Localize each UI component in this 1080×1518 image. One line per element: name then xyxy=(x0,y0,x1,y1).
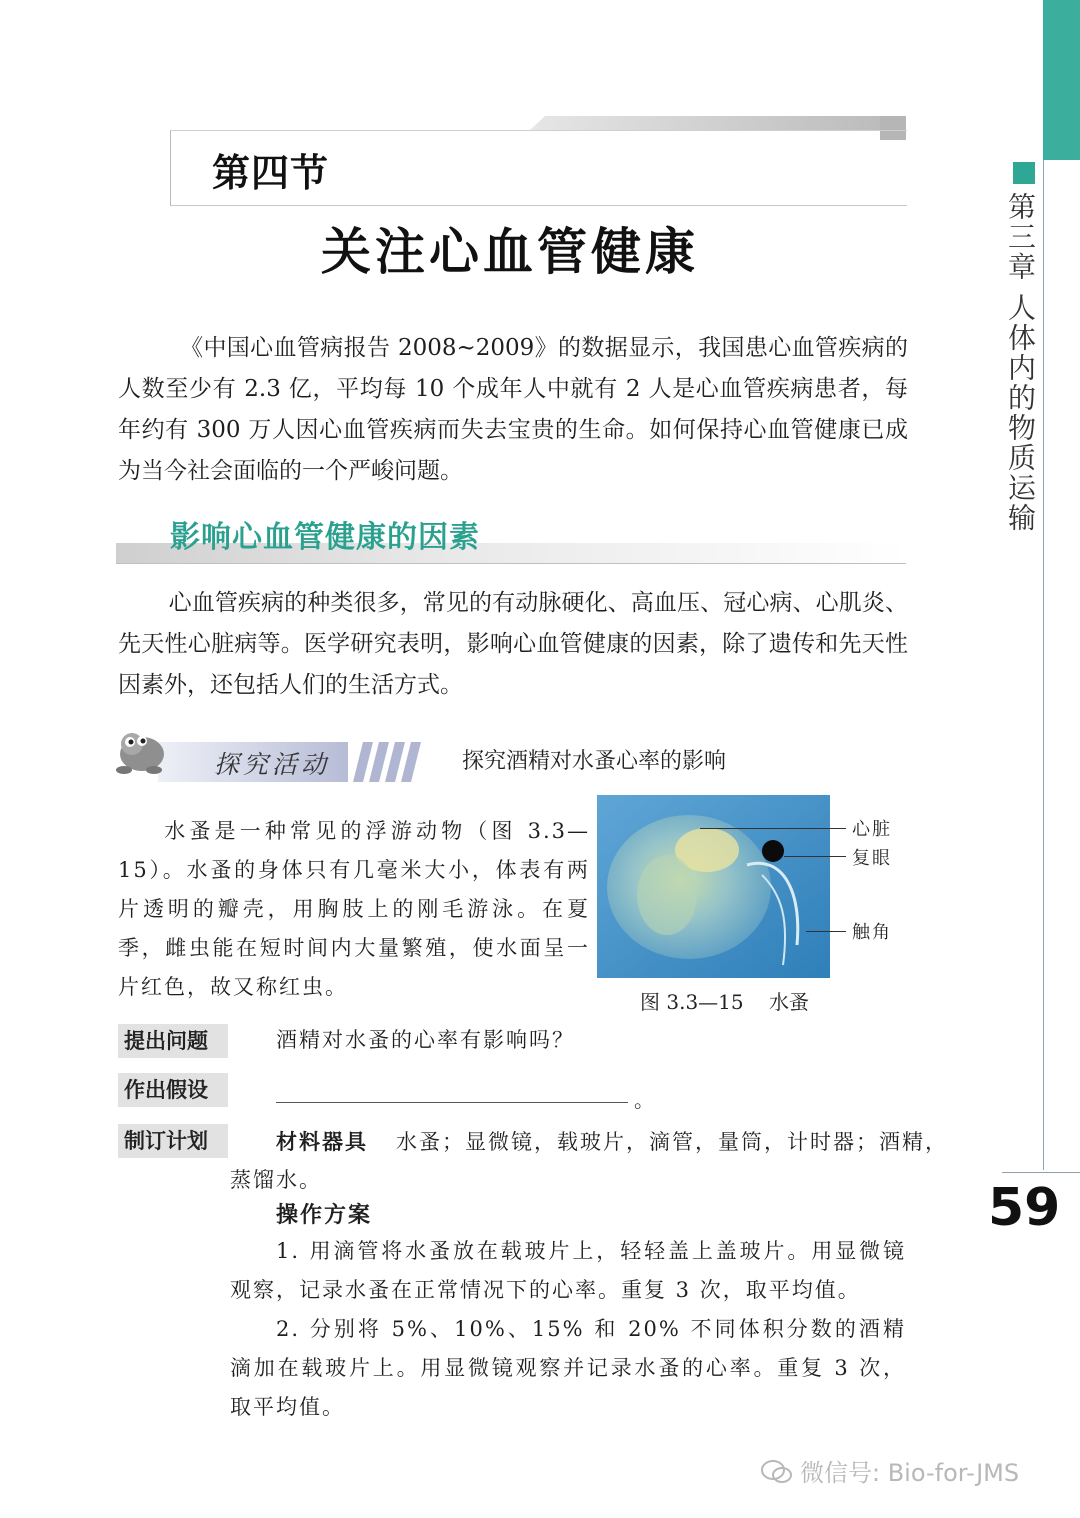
daphnia-photo xyxy=(597,795,830,978)
antenna-label: 触角 xyxy=(852,922,892,943)
intro-paragraph: 《中国心血管病报告 2008~2009》的数据显示，我国患心血管疾病的人数至少有 2.3 亿，平均每 10 个成年人中就有 2 人是心血管疾病患者，每年约有 300 万人因心血管疾病而失去宝贵的生命。如何保持心血管健康已成为当今社会面临的一个严峻问题。 xyxy=(118,335,908,484)
procedure-steps xyxy=(230,1232,906,1427)
activity-title: 探究酒精对水蚤心率的影响 xyxy=(462,749,727,774)
materials-title: 材料器具 xyxy=(276,1129,368,1154)
hypothesis-end: 。 xyxy=(634,1088,654,1112)
figure-caption: 图 3.3—15 水蚤 xyxy=(640,990,810,1014)
chapter-marker-square xyxy=(1013,162,1035,184)
procedure-step: 2. 分别将 5%、10%、15% 和 20% 不同体积分数的酒精滴加在载玻片上。用显微镜观察并记录水蚤的心率。重复 3 次，取平均值。 xyxy=(230,1317,906,1419)
section-header-tab xyxy=(530,116,906,130)
materials-list: 水蚤；显微镜，载玻片，滴管，量筒，计时器；酒精， xyxy=(396,1130,948,1154)
antenna-leader-line xyxy=(806,931,846,932)
watermark xyxy=(760,1453,1019,1488)
activity-description: 水蚤是一种常见的浮游动物（图 3.3—15）。水蚤的身体只有几毫米大小，体表有两片透明的瓣壳，用胸肢上的刚毛游泳。在夏季，雌虫能在短时间内大量繁殖，使水面呈一片红色，故又称红虫。 xyxy=(118,819,590,999)
chapter-color-tab xyxy=(1043,0,1080,160)
hypothesis-tag: 作出假设 xyxy=(118,1073,228,1107)
heart-label: 心脏 xyxy=(852,819,892,840)
subheading: 影响心血管健康的因素 xyxy=(170,520,480,555)
question-tag: 提出问题 xyxy=(118,1024,228,1058)
factors-paragraph: 心血管疾病的种类很多，常见的有动脉硬化、高血压、冠心病、心肌炎、先天性心脏病等。医学研究表明，影响心血管健康的因素，除了遗传和先天性因素外，还包括人们的生活方式。 xyxy=(118,590,908,698)
hypothesis-blank[interactable] xyxy=(276,1102,628,1103)
question-text: 酒精对水蚤的心率有影响吗？ xyxy=(276,1028,575,1052)
procedure-title: 操作方案 xyxy=(276,1202,373,1228)
plan-tag: 制订计划 xyxy=(118,1124,228,1158)
eye-leader-line xyxy=(784,856,846,857)
eye-label: 复眼 xyxy=(852,848,892,869)
banner-stripe xyxy=(401,742,421,782)
watermark-text: 微信号: Bio-for-JMS xyxy=(800,1459,1020,1487)
section-label: 第四节 xyxy=(212,151,330,195)
heart-leader-line xyxy=(700,828,846,829)
margin-divider xyxy=(1043,160,1044,1170)
page-number-rule xyxy=(1002,1172,1080,1173)
activity-label: 探究活动 xyxy=(214,750,331,779)
page-number: 59 xyxy=(988,1178,1061,1238)
section-title: 关注心血管健康 xyxy=(321,222,699,281)
wechat-icon xyxy=(760,1459,794,1485)
materials-list-continued: 蒸馏水。 xyxy=(230,1168,322,1192)
chapter-label: 第三章 人体内的物质运输 xyxy=(1004,192,1037,533)
procedure-step: 1. 用滴管将水蚤放在载玻片上，轻轻盖上盖玻片。用显微镜观察，记录水蚤在正常情况下的心率。重复 3 次，取平均值。 xyxy=(230,1239,906,1302)
mascot-icon xyxy=(112,724,172,776)
